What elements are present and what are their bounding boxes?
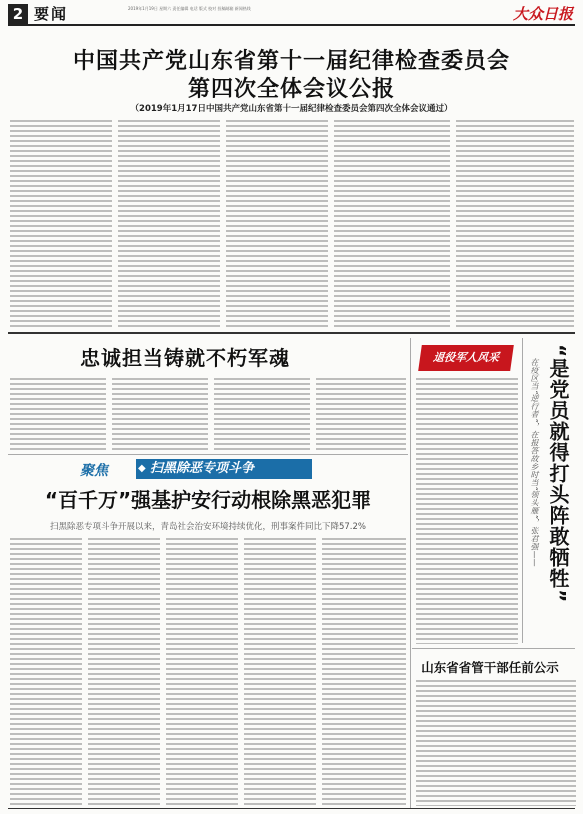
loyalty-column: [112, 378, 208, 450]
main-subtitle: （2019年1月17日中国共产党山东省第十一届纪律检查委员会第四次全体会议通过）: [130, 104, 453, 114]
main-article-column: [10, 120, 112, 328]
page-bottom-rule: [8, 808, 575, 809]
section-divider: [8, 454, 408, 455]
main-headline-line2: 第四次全体会议公报: [187, 77, 395, 102]
loyalty-column: [10, 378, 106, 450]
column-divider: [522, 338, 523, 643]
veteran-tag: 退役军人风采: [418, 345, 514, 371]
main-article-column: [226, 120, 328, 328]
crime-column: [244, 538, 316, 806]
loyalty-column: [316, 378, 406, 450]
crime-headline: “百千万”强基护安行动根除黑恶犯罪: [44, 488, 372, 512]
section-divider: [8, 332, 575, 334]
page-number: 2: [8, 4, 28, 24]
loyalty-headline: 忠诚担当铸就不朽军魂: [80, 346, 290, 370]
sidebar-headline: “是党员就得打头阵敢牺牲”: [546, 344, 570, 604]
crime-column: [10, 538, 82, 806]
main-article-column: [118, 120, 220, 328]
header-info: 2019年1月19日 星期六 责任编辑 电话 版式 校对 投稿邮箱 新闻热线: [128, 6, 251, 11]
main-headline-line1: 中国共产党山东省第十一届纪律检查委员会: [72, 49, 510, 74]
sidebar-article-column: [416, 378, 518, 644]
section-divider: [412, 648, 575, 649]
newspaper-logo: 大众日报: [512, 5, 573, 23]
focus-banner: [80, 458, 380, 480]
main-article-column: [334, 120, 450, 328]
crime-column: [88, 538, 160, 806]
main-article-column: [456, 120, 574, 328]
crime-subtitle: 扫黑除恶专项斗争开展以来，青岛社会治安环境持续优化，刑事案件同比下降57.2%: [49, 522, 366, 532]
crime-column: [322, 538, 406, 806]
notice-headline: 山东省省管干部任前公示: [421, 660, 559, 675]
sidebar-headline-box: [525, 338, 577, 638]
notice-column: [416, 680, 576, 806]
sidebar-subtitle: 在疫区当“逆行者”，在报答故乡时当“领头雁”，张君强——: [530, 358, 539, 567]
loyalty-column: [214, 378, 310, 450]
section-title: 要闻: [34, 5, 69, 23]
page-header: [8, 4, 575, 26]
focus-topic: ◆ 扫黑除恶专项斗争: [136, 459, 312, 479]
crime-column: [166, 538, 238, 806]
column-divider: [410, 338, 411, 808]
focus-label: 聚焦: [80, 463, 108, 479]
